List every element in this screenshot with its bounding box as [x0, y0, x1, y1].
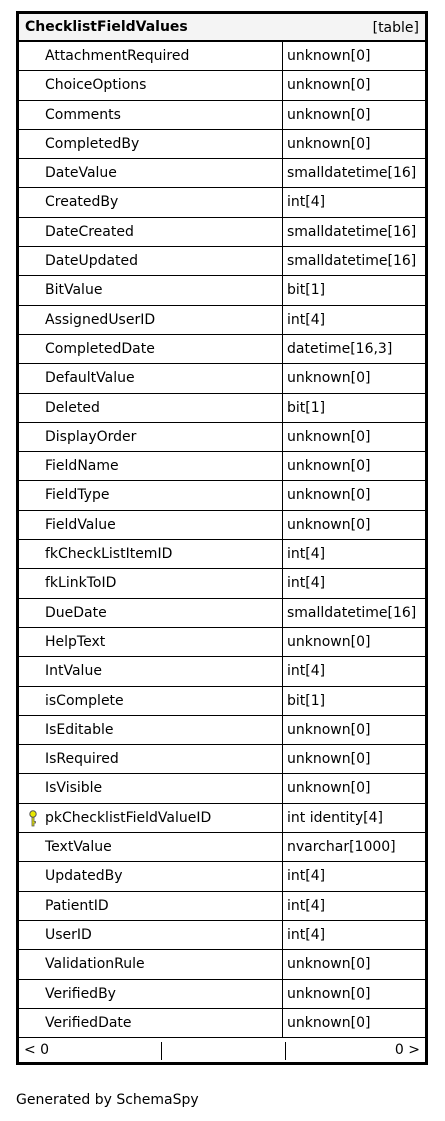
table-row: [19, 452, 425, 481]
column-type: int[4]: [287, 926, 326, 943]
cell-divider: [282, 218, 283, 246]
cell-divider: [282, 159, 283, 187]
table-row: [19, 804, 425, 833]
table-row: [19, 599, 425, 628]
column-type: unknown[0]: [287, 721, 371, 738]
column-name: UserID: [45, 926, 92, 943]
column-list: [19, 42, 425, 1038]
column-name: CompletedDate: [45, 340, 155, 357]
column-name: CompletedBy: [45, 135, 140, 152]
table-box: [16, 11, 428, 1065]
cell-divider: [282, 101, 283, 129]
column-name: AttachmentRequired: [45, 48, 190, 64]
table-row: [19, 306, 425, 335]
cell-divider: [282, 745, 283, 773]
column-type: bit[1]: [287, 692, 326, 709]
table-row: [19, 218, 425, 247]
column-name: DateCreated: [45, 223, 134, 240]
column-type: int[4]: [287, 868, 326, 885]
column-name: FieldValue: [45, 516, 116, 533]
cell-divider: [282, 423, 283, 451]
column-name: DefaultValue: [45, 370, 135, 387]
cell-divider: [282, 276, 283, 304]
column-name: pkChecklistFieldValueID: [45, 809, 212, 826]
cell-divider: [282, 774, 283, 802]
column-type: unknown[0]: [287, 48, 371, 64]
column-type: int identity[4]: [287, 809, 383, 826]
cell-divider: [282, 804, 283, 832]
column-type: int[4]: [287, 897, 326, 914]
column-name: IntValue: [45, 663, 102, 680]
cell-divider: [282, 364, 283, 392]
column-name: isComplete: [45, 692, 124, 709]
cell-divider: [282, 540, 283, 568]
column-name: BitValue: [45, 282, 103, 299]
cell-divider: [282, 833, 283, 861]
children-count: 0 >: [394, 1042, 420, 1058]
column-type: unknown[0]: [287, 106, 371, 123]
column-name: ValidationRule: [45, 956, 145, 973]
table-row: [19, 745, 425, 774]
column-type: unknown[0]: [287, 956, 371, 973]
column-name: CreatedBy: [45, 194, 119, 211]
table-row: [19, 862, 425, 891]
column-type: unknown[0]: [287, 780, 371, 797]
column-type: bit[1]: [287, 282, 326, 299]
cell-divider: [282, 481, 283, 509]
cell-divider: [282, 247, 283, 275]
table-row: [19, 1009, 425, 1038]
column-type: unknown[0]: [287, 77, 371, 94]
table-footer: [19, 1040, 425, 1062]
table-row: [19, 980, 425, 1009]
table-row: [19, 628, 425, 657]
cell-divider: [282, 657, 283, 685]
cell-divider: [282, 950, 283, 978]
cell-divider: [282, 394, 283, 422]
column-type: unknown[0]: [287, 751, 371, 768]
column-name: Comments: [45, 106, 121, 123]
table-row: [19, 71, 425, 100]
cell-divider: [282, 452, 283, 480]
column-type: datetime[16,3]: [287, 340, 393, 357]
table-row: [19, 892, 425, 921]
table-row: [19, 481, 425, 510]
cell-divider: [282, 188, 283, 216]
column-type: smalldatetime[16]: [287, 223, 417, 240]
table-row: [19, 335, 425, 364]
column-name: PatientID: [45, 897, 109, 914]
column-type: unknown[0]: [287, 135, 371, 152]
column-name: AssignedUserID: [45, 311, 156, 328]
cell-divider: [282, 1009, 283, 1037]
cell-divider: [282, 306, 283, 334]
column-name: IsRequired: [45, 751, 119, 768]
parents-count: < 0: [24, 1042, 50, 1058]
column-name: VerifiedBy: [45, 985, 116, 1002]
column-type: int[4]: [287, 575, 326, 592]
column-type: unknown[0]: [287, 985, 371, 1002]
cell-divider: [282, 511, 283, 539]
cell-divider: [282, 687, 283, 715]
table-row: [19, 833, 425, 862]
column-type: unknown[0]: [287, 633, 371, 650]
table-row: [19, 159, 425, 188]
cell-divider: [282, 892, 283, 920]
column-name: IsVisible: [45, 780, 103, 797]
cell-divider: [282, 42, 283, 70]
table-row: [19, 101, 425, 130]
table-row: [19, 687, 425, 716]
table-row: [19, 364, 425, 393]
cell-divider: [282, 628, 283, 656]
column-type: unknown[0]: [287, 428, 371, 445]
column-type: smalldatetime[16]: [287, 604, 417, 621]
column-name: DateUpdated: [45, 253, 139, 270]
table-header: [19, 14, 425, 42]
table-row: [19, 423, 425, 452]
column-type: unknown[0]: [287, 458, 371, 475]
table-row: [19, 188, 425, 217]
cell-divider: [282, 335, 283, 363]
column-name: DisplayOrder: [45, 428, 137, 445]
column-name: DueDate: [45, 604, 107, 621]
table-row: [19, 921, 425, 950]
table-row: [19, 716, 425, 745]
column-type: bit[1]: [287, 399, 326, 416]
column-type: unknown[0]: [287, 1014, 371, 1031]
table-name: ChecklistFieldValues: [25, 19, 188, 35]
column-name: FieldName: [45, 458, 119, 475]
cell-divider: [282, 921, 283, 949]
table-row: [19, 247, 425, 276]
table-row: [19, 657, 425, 686]
column-name: ChoiceOptions: [45, 77, 147, 94]
table-type-label: [table]: [372, 20, 419, 36]
column-name: FieldType: [45, 487, 110, 504]
table-row: [19, 540, 425, 569]
cell-divider: [282, 569, 283, 597]
footer-divider: [161, 1042, 162, 1060]
column-name: IsEditable: [45, 721, 114, 738]
cell-divider: [282, 71, 283, 99]
column-name: VerifiedDate: [45, 1014, 132, 1031]
column-name: Deleted: [45, 399, 100, 416]
column-type: unknown[0]: [287, 370, 371, 387]
footer-divider: [285, 1042, 286, 1060]
column-name: TextValue: [45, 839, 112, 856]
column-type: unknown[0]: [287, 487, 371, 504]
table-row: [19, 569, 425, 598]
table-row: [19, 130, 425, 159]
table-row: [19, 774, 425, 803]
column-name: UpdatedBy: [45, 868, 123, 885]
column-name: fkLinkToID: [45, 575, 117, 592]
generated-by-note: Generated by SchemaSpy: [16, 1092, 199, 1108]
cell-divider: [282, 599, 283, 627]
column-name: HelpText: [45, 633, 106, 650]
column-name: fkCheckListItemID: [45, 546, 173, 563]
cell-divider: [282, 980, 283, 1008]
table-row: [19, 511, 425, 540]
table-row: [19, 950, 425, 979]
column-type: nvarchar[1000]: [287, 839, 396, 856]
column-type: smalldatetime[16]: [287, 253, 417, 270]
column-type: int[4]: [287, 546, 326, 563]
column-type: int[4]: [287, 311, 326, 328]
cell-divider: [282, 130, 283, 158]
column-type: smalldatetime[16]: [287, 165, 417, 182]
column-type: int[4]: [287, 194, 326, 211]
cell-divider: [282, 716, 283, 744]
column-type: int[4]: [287, 663, 326, 680]
table-row: [19, 42, 425, 71]
column-name: DateValue: [45, 165, 117, 182]
cell-divider: [282, 862, 283, 890]
key-icon: [27, 810, 39, 828]
table-row: [19, 276, 425, 305]
table-row: [19, 394, 425, 423]
column-type: unknown[0]: [287, 516, 371, 533]
